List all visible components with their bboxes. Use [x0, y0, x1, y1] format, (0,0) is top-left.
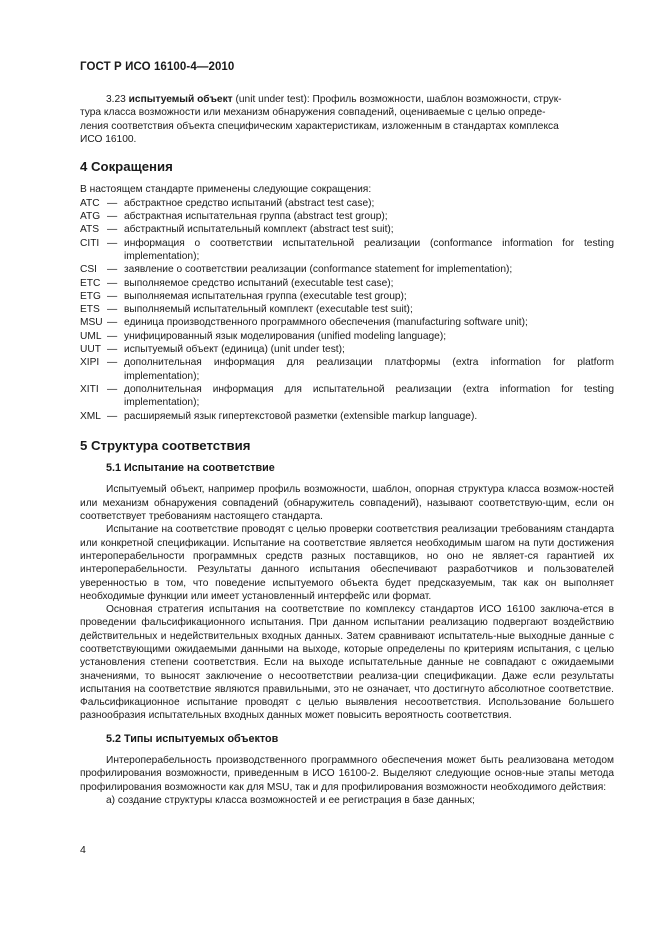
abbreviation-code: MSU	[80, 317, 103, 329]
section-5-title: 5 Структура соответствия	[80, 437, 251, 453]
abbreviation-dash: —	[107, 344, 118, 356]
abbreviation-row	[80, 210, 614, 223]
abbreviation-code: CSI	[80, 264, 97, 276]
abbreviation-dash: —	[107, 290, 118, 302]
abbreviation-text: абстрактный испытательный комплект (abstract test suit);	[124, 224, 394, 236]
abbreviation-dash: —	[107, 330, 118, 342]
section-4-title: 4 Сокращения	[80, 159, 173, 175]
abbreviation-text: дополнительная информация для испытательной реализации (extra information for testing implementation);	[124, 383, 614, 409]
definition-line: Профиль возможности, шаблон возможности, струк-	[312, 94, 562, 105]
abbreviation-row	[80, 316, 614, 329]
abbreviation-row	[80, 237, 614, 264]
abbreviation-code: UML	[80, 330, 102, 342]
abbreviation-row	[80, 330, 614, 343]
definition-3-23	[80, 93, 614, 146]
section-4-intro: В настоящем стандарте применены следующие сокращения:	[80, 184, 372, 196]
abbreviation-text: испытуемый объект (единица) (unit under test);	[124, 344, 345, 356]
paragraph: Испытание на соответствие проводят с целью проверки соответствия реализации требованиям стандарта или конкретной спецификации. Испытание на соответствие является необходимым шагом на пути достижения интероперабельности программных средств разных поставщиков, но оно не являет-ся гарантией их интероперабельности. Результаты данного испытания обеспечивают разработчиков и пользователей уверенностью в том, что поведение испытуемого объекта будет предсказуемым, так как он выполняет необходимые функции или имеет установленный интерфейс или формат.	[80, 524, 614, 602]
abbreviation-dash: —	[107, 237, 118, 249]
definition-term-en: (unit under test):	[235, 94, 310, 105]
section-5-2-title: 5.2 Типы испытуемых объектов	[106, 732, 279, 745]
abbreviation-row	[80, 263, 614, 276]
abbreviation-dash: —	[107, 410, 118, 422]
abbreviation-code: UUT	[80, 344, 101, 356]
section-5-1-title: 5.1 Испытание на соответствие	[106, 462, 275, 475]
page-header: ГОСТ Р ИСО 16100-4—2010	[80, 61, 235, 73]
abbreviation-text: дополнительная информация для реализации платформы (extra information for platform implementation);	[124, 357, 614, 382]
abbreviation-text: унифицированный язык моделирования (unified modeling language);	[124, 330, 447, 342]
abbreviation-row	[80, 290, 614, 303]
abbreviation-code: ATG	[80, 211, 101, 223]
abbreviation-dash: —	[107, 357, 118, 369]
definition-line: тура класса возможности или механизм обнаружения совпадений, оцениваемые с целью опреде-	[80, 107, 546, 119]
abbreviation-text: единица производственного программного обеспечения (manufacturing software unit);	[124, 317, 528, 329]
abbreviation-dash: —	[107, 317, 118, 329]
abbreviation-text: выполняемая испытательная группа (executable test group);	[124, 290, 407, 302]
abbreviation-dash: —	[107, 277, 118, 289]
abbreviation-row	[80, 197, 614, 210]
abbreviation-text: абстрактное средство испытаний (abstract test case);	[124, 197, 375, 209]
definition-line: ления соответствия объекта специфическим характеристикам, изложенным в стандартах комплекса	[80, 120, 559, 132]
list-item: a) создание структуры класса возможностей и ее регистрация в базе данных;	[106, 794, 475, 806]
abbreviation-text: информация о соответствии испытательной реализации (conformance information for testing implementation);	[124, 237, 614, 262]
definition-term: испытуемый объект	[128, 94, 233, 105]
abbreviation-row	[80, 343, 614, 356]
paragraph: Испытуемый объект, например профиль возможности, шаблон, опорная структура класса возмож-ностей или механизм обнаружения совпадений (обнаружитель совпадений), называют соответствую-щим, если он соответствует требованиям настоящего стандарта.	[80, 484, 614, 523]
abbreviation-code: XML	[80, 410, 101, 422]
abbreviation-dash: —	[107, 383, 118, 395]
abbreviation-dash: —	[107, 224, 118, 236]
definition-number: 3.23	[106, 94, 126, 105]
section-5-2-body	[80, 754, 614, 807]
abbreviation-code: ATS	[80, 224, 100, 236]
abbreviation-code: ATC	[80, 197, 100, 209]
abbreviation-row	[80, 383, 614, 410]
abbreviation-row	[80, 303, 614, 316]
abbreviation-code: ETG	[80, 290, 101, 302]
abbreviation-text: выполняемое средство испытаний (executable test case);	[124, 277, 394, 289]
page-number: 4	[80, 844, 86, 856]
abbreviation-row	[80, 410, 614, 423]
paragraph: Основная стратегия испытания на соответствие по комплексу стандартов ИСО 16100 заключа-ется в проведении фальсификационного испытания. При данном испытании реализацию подвергают воздействию действительных и недействительных входных данных. Затем сравнивают испытатель-ные выходные данные с соответствующими ожидаемыми данными на выходе, которые определены по критериям испытания, с целью установления степени соответствия. Если на выходе испытательные данные не совпадают с ожидаемыми значениями, то выносят заключение о несоответствии реализа-ции спецификации. Даже если результаты испытания на соответствие являются правильными, это не означает, что достигнуто абсолютное соответствие. Фальсификационное испытание проводят с целью выявления несоответствия. Использование большего разнообразия испытательных входных данных может повысить вероятность соответствия.	[80, 604, 614, 722]
paragraph: Интероперабельность производственного программного обеспечения может быть реализована методом профилирования возможности, приведенным в ИСО 16100-2. Выделяют следующие основ-ные этапы метода профилирования возможности как для MSU, так и для профилирования возможности необходимого действия:	[80, 755, 614, 793]
abbreviation-dash: —	[107, 197, 118, 209]
abbreviation-code: ETC	[80, 277, 101, 289]
abbreviation-code: XIPI	[80, 357, 100, 369]
abbreviation-code: CITI	[80, 237, 100, 249]
abbreviation-dash: —	[107, 264, 118, 276]
section-5-1-body	[80, 483, 614, 722]
abbreviation-dash: —	[107, 211, 118, 223]
abbreviation-dash: —	[107, 304, 118, 316]
abbreviation-text: абстрактная испытательная группа (abstract test group);	[124, 211, 388, 223]
abbreviation-row	[80, 223, 614, 236]
abbreviation-text: расширяемый язык гипертекстовой разметки (extensible markup language).	[124, 410, 478, 422]
abbreviation-code: XITI	[80, 383, 99, 395]
abbreviation-row	[80, 356, 614, 383]
abbreviation-code: ETS	[80, 304, 100, 316]
abbreviation-row	[80, 277, 614, 290]
page-content	[80, 93, 614, 807]
abbreviation-text: заявление о соответствии реализации (conformance statement for implementation);	[124, 264, 513, 276]
abbreviation-list	[80, 197, 614, 423]
abbreviation-text: выполняемый испытательный комплект (executable test suit);	[124, 304, 413, 316]
definition-line: ИСО 16100.	[80, 133, 137, 145]
